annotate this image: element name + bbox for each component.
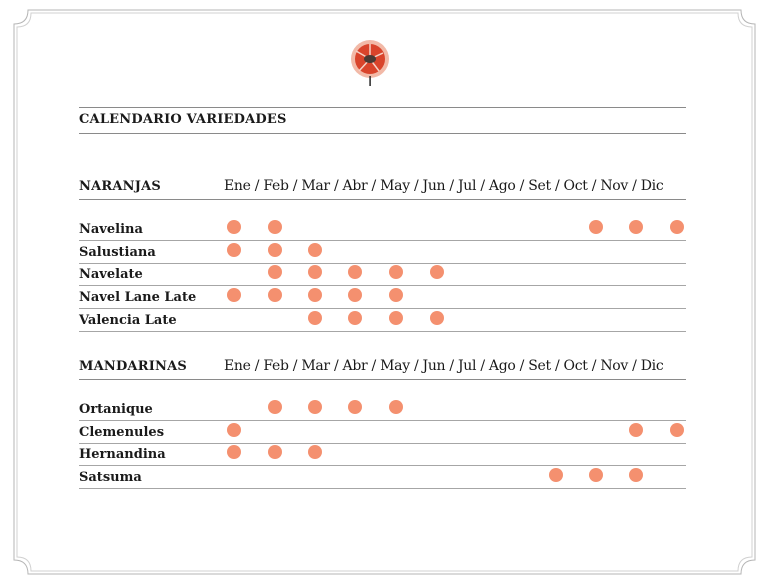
variety-label: Clemenules (79, 424, 165, 440)
month-dot-mar (308, 288, 322, 302)
month-dot-nov (629, 468, 643, 482)
month-dot-abr (348, 400, 362, 414)
month-dot-ene (227, 243, 241, 257)
section-label: MANDARINAS (79, 359, 187, 374)
month-dot-ene (227, 423, 241, 437)
page-title: CALENDARIO VARIEDADES (79, 112, 287, 127)
month-dot-ene (227, 288, 241, 302)
month-dot-feb (268, 400, 282, 414)
month-dot-oct (589, 220, 603, 234)
month-dot-nov (629, 220, 643, 234)
month-header: Ene / Feb / Mar / Abr / May / Jun / Jul / Ago / Set / Oct / Nov / Dic (224, 358, 664, 374)
variety-label: Hernandina (79, 447, 166, 463)
title-top-rule (79, 107, 686, 108)
month-dot-abr (348, 288, 362, 302)
variety-label: Navelina (79, 222, 143, 237)
row-rule (79, 331, 686, 332)
row-rule (79, 263, 686, 264)
variety-label: Satsuma (79, 470, 142, 486)
month-dot-feb (268, 288, 282, 302)
row-rule (79, 240, 686, 241)
month-header: Ene / Feb / Mar / Abr / May / Jun / Jul / Ago / Set / Oct / Nov / Dic (224, 178, 664, 194)
month-dot-oct (589, 468, 603, 482)
month-dot-nov (629, 423, 643, 437)
month-dot-mar (308, 243, 322, 257)
month-dot-ene (227, 220, 241, 234)
month-dot-may (389, 311, 403, 325)
month-dot-feb (268, 243, 282, 257)
row-rule (79, 420, 686, 421)
month-dot-dic (670, 423, 684, 437)
row-rule (79, 465, 686, 466)
title-bottom-rule (79, 133, 686, 134)
month-dot-may (389, 400, 403, 414)
month-dot-feb (268, 220, 282, 234)
month-dot-jun (430, 311, 444, 325)
month-dot-abr (348, 311, 362, 325)
row-rule (79, 308, 686, 309)
section-header-rule (79, 379, 686, 380)
month-dot-mar (308, 311, 322, 325)
variety-label: Salustiana (79, 244, 156, 260)
section-label: NARANJAS (79, 179, 161, 194)
row-rule (79, 285, 686, 286)
month-dot-set (549, 468, 563, 482)
variety-label: Navel Lane Late (79, 290, 197, 306)
row-rule (79, 443, 686, 444)
section-header-rule (79, 199, 686, 200)
row-rule (79, 488, 686, 489)
variety-label: Navelate (79, 267, 143, 283)
month-dot-may (389, 288, 403, 302)
variety-label: Ortanique (79, 402, 153, 417)
month-dot-mar (308, 400, 322, 414)
variety-label: Valencia Late (79, 312, 177, 328)
month-dot-dic (670, 220, 684, 234)
orange-logo-icon (344, 38, 396, 90)
